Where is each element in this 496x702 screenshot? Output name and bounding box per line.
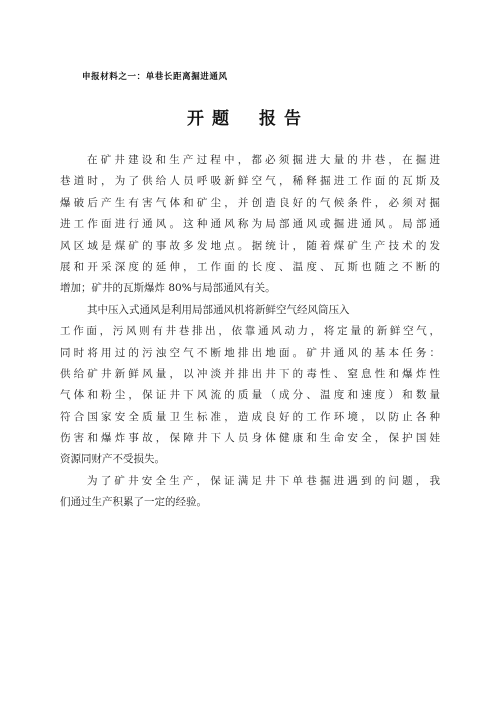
header-note: 申报材料之一：单巷长距离掘进通风 (82, 72, 228, 82)
paragraph-2-line-8: 资源同财产不受损失。 (60, 453, 165, 466)
paragraph-1-line-3: 爆破后产生有害气体和矿尘，并创造良好的气候条件，必须对掘 (60, 196, 440, 209)
paragraph-1-line-1: 在矿井建设和生产过程中，都必须掘进大量的井巷，在掘进 (87, 154, 440, 166)
paragraph-2-line-4: 供给矿井新鲜风量，以冲淡并排出井下的毒性、窒息性和爆炸性 (60, 367, 440, 380)
paragraph-2-line-1: 其中压入式通风是利用局部通风机将新鲜空气经风筒压入 (87, 303, 350, 316)
title-part-1: 开题 (187, 109, 237, 129)
paragraph-2-line-3: 同时将用过的污浊空气不断地排出地面。矿井通风的基本任务： (60, 346, 440, 359)
paragraph-1-line-2: 巷道时，为了供给人员呼吸新鲜空气，稀释掘进工作面的瓦斯及 (60, 175, 440, 188)
paragraph-2-line-6: 符合国家安全质量卫生标准，造成良好的工作环境，以防止各种 (60, 410, 440, 423)
paragraph-1-line-7: 增加；矿井的瓦斯爆炸 80%与局部通风有关。 (60, 282, 276, 295)
paragraph-3-line-2: 们通过生产积累了一定的经验。 (60, 496, 207, 509)
title-part-2: 报告 (259, 109, 309, 129)
paragraph-2-line-2: 工作面，污风则有井巷排出，依靠通风动力，将定量的新鲜空气， (60, 325, 440, 338)
paragraph-2-line-7: 伤害和爆炸事故，保障井下人员身体健康和生命安全，保护国娃 (60, 432, 440, 445)
paragraph-1-line-4: 进工作面进行通风。这种通风称为局部通风或掘进通风。局部通 (60, 218, 440, 231)
page-title (0, 104, 496, 129)
paragraph-3-line-1: 为了矿井安全生产，保证满足井下单巷掘进遇到的问题，我 (87, 474, 440, 487)
body-text (60, 150, 440, 514)
paragraph-1-line-5: 风区域是煤矿的事故多发地点。据统计，随着煤矿生产技术的发 (60, 239, 440, 252)
paragraph-2-line-5: 气体和粉尘，保证井下风流的质量（成分、温度和速度）和数量 (60, 389, 440, 402)
paragraph-1-line-6: 展和开采深度的延伸，工作面的长度、温度、瓦斯也随之不断的 (60, 260, 440, 273)
